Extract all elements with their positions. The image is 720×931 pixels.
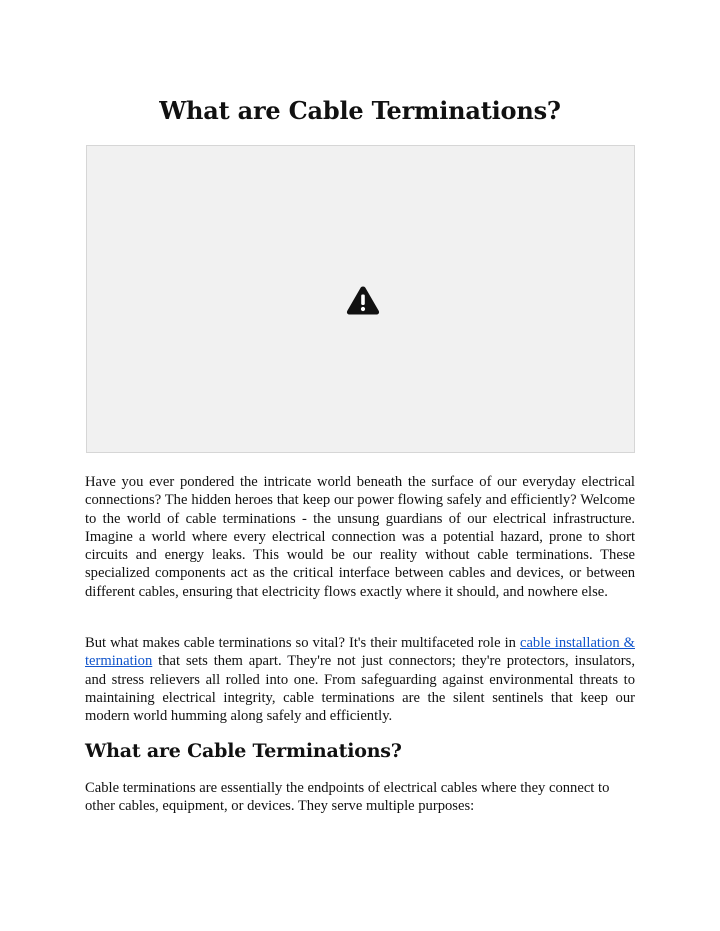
section-heading: What are Cable Terminations? [85,740,402,762]
paragraph-text-before-link: But what makes cable terminations so vital? It's their multifaceted role in [85,635,520,651]
page-title: What are Cable Terminations? [159,96,561,125]
definition-paragraph: Cable terminations are essentially the endpoints of electrical cables where they connect to other cables, equipment, or devices. They serve multiple purposes: [85,780,610,815]
cable-installation-link[interactable]: cable installation & termination [85,635,635,670]
image-placeholder [86,145,635,453]
intro-paragraph: Have you ever pondered the intricate world beneath the surface of our everyday electrical connections? The hidden heroes that keep our power flowing safely and efficiently? Welcome to the world of cable terminations - the unsung guardians of our electrical infrastructure. Imagine a world where every electrical connection was a potential hazard, prone to short circuits and energy leaks. This would be our reality without cable terminations. These specialized components act as the critical interface between cables and devices, or between different cables, ensuring that electricity flows exactly where it should, and nowhere else. [85,474,635,600]
role-paragraph [85,634,635,725]
paragraph-text-after-link: that sets them apart. They're not just connectors; they're protectors, insulators, and stress relievers all rolled into one. From safeguarding against environmental threats to maintaining electrical integrity, cable terminations are the silent sentinels that keep our modern world humming along safely and efficiently. [85,653,635,725]
warning-icon [346,285,380,315]
